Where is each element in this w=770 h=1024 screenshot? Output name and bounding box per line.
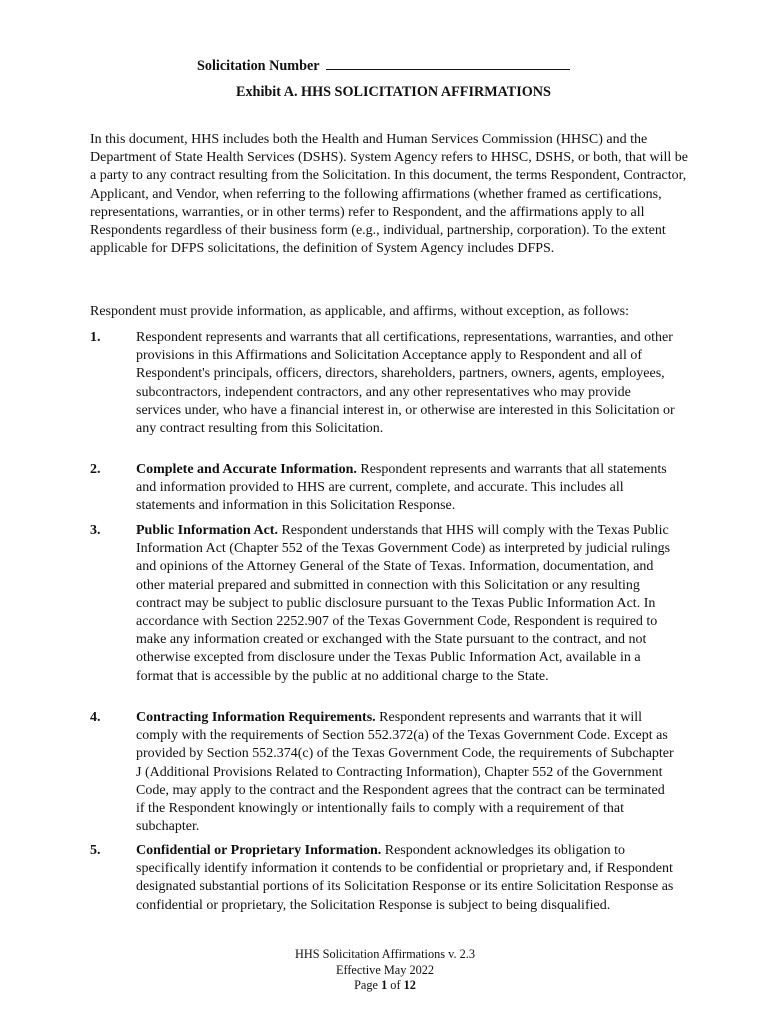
item-text: Respondent represents and warrants that all statements and information provided to HHS are current, complete, and accurate. This includes all statements and information in this Solicitation Response.: [136, 462, 667, 514]
footer-effective-date: Effective May 2022: [335, 962, 435, 977]
lead-paragraph: Respondent must provide information, as applicable, and affirms, without exception, as follows:: [90, 304, 630, 319]
item-body: [136, 522, 676, 686]
item-body: [136, 461, 676, 516]
solicitation-number-label: Solicitation Number: [197, 58, 320, 74]
exhibit-title: Exhibit A. HHS SOLICITATION AFFIRMATIONS: [236, 84, 551, 100]
item-text: Respondent acknowledges its obligation to specifically identify information it contends to be confidential or proprietary and, if Respondent designated substantial portions of its Solicitation Response or its entire Solicitation Response as confidential or proprietary, the Solicitation Response is subject to being disqualified.: [136, 843, 674, 913]
item-number: 5.: [90, 843, 101, 858]
item-number: 4.: [90, 710, 101, 725]
item-text: Respondent represents and warrants that it will comply with the requirements of Section 552.372(a) of the Texas Government Code. Except as provided by Section 552.374(c) of the Texas Government Code, the requirements of Subchapter J (Additional Provisions Related to Contracting Information), Chapter 552 of the Government Code, may apply to the contract and the Respondent agrees that the contract can be terminated if the Respondent knowingly or intentionally fails to comply with a requirement of that subchapter.: [136, 710, 674, 835]
footer-page-current: 1: [381, 978, 388, 993]
item-number: 3.: [90, 523, 101, 538]
footer-page-word: Page: [354, 978, 378, 993]
affirmation-item-1: [90, 329, 690, 438]
item-title: Contracting Information Requirements.: [136, 710, 376, 725]
item-body: [136, 842, 676, 915]
solicitation-number-line: [197, 55, 570, 75]
item-title: Confidential or Proprietary Information.: [136, 843, 382, 858]
affirmation-item-2: [90, 461, 690, 516]
footer-version: HHS Solicitation Affirmations v. 2.3: [294, 947, 475, 961]
item-body: [136, 709, 676, 836]
item-text: Respondent represents and warrants that all certifications, representations, warranties, and other provisions in this Affirmations and Solicitation Acceptance apply to Respondent and all of Respondent's principals, officers, directors, shareholders, partners, owners, agents, employees, subcontractors, independent contractors, and any other representatives who may provide services under, who have a financial interest in, or otherwise are interested in this Solicitation or any contract resulting from this Solicitation.: [136, 330, 675, 437]
item-body: [136, 329, 676, 438]
affirmation-item-4: [90, 709, 690, 836]
item-number: 1.: [90, 330, 101, 345]
footer-page-number: [0, 978, 770, 994]
item-text: Respondent understands that HHS will comply with the Texas Public Information Act (Chapter 552 of the Texas Government Code) as interpreted by judicial rulings and opinions of the Attorney General of the State of Texas. Information, documentation, and other material prepared and submitted in connection with this Solicitation or any resulting contract may be subject to public disclosure pursuant to the Texas Public Information Act. In accordance with Section 2252.907 of the Texas Government Code, Respondent is required to make any information created or exchanged with the State pursuant to the contract, and not otherwise excepted from disclosure under the Texas Public Information Act, available in a format that is accessible by the public at no additional charge to the State.: [136, 523, 671, 684]
page-footer: [0, 947, 770, 994]
footer-of-word: of: [390, 978, 401, 993]
item-number: 2.: [90, 462, 101, 477]
item-title: Complete and Accurate Information.: [136, 462, 357, 477]
solicitation-number-blank[interactable]: [326, 55, 570, 70]
item-title: Public Information Act.: [136, 523, 278, 538]
footer-page-total: 12: [403, 978, 416, 993]
affirmation-item-5: [90, 842, 690, 915]
intro-paragraph: In this document, HHS includes both the Health and Human Services Commission (HHSC) and the Department of State Health Services (DSHS). System Agency refers to HHSC, DSHS, or both, that will be a party to any contract resulting from the Solicitation. In this document, the terms Respondent, Contractor, Applicant, and Vendor, when referring to the following affirmations (whether framed as certifications, representations, warranties, or in other terms) refer to Respondent, and the affirmations apply to all Respondents regardless of their business form (e.g., individual, partnership, corporation). To the extent applicable for DFPS solicitations, the definition of System Agency includes DFPS.: [90, 132, 689, 257]
affirmation-item-3: [90, 522, 690, 686]
